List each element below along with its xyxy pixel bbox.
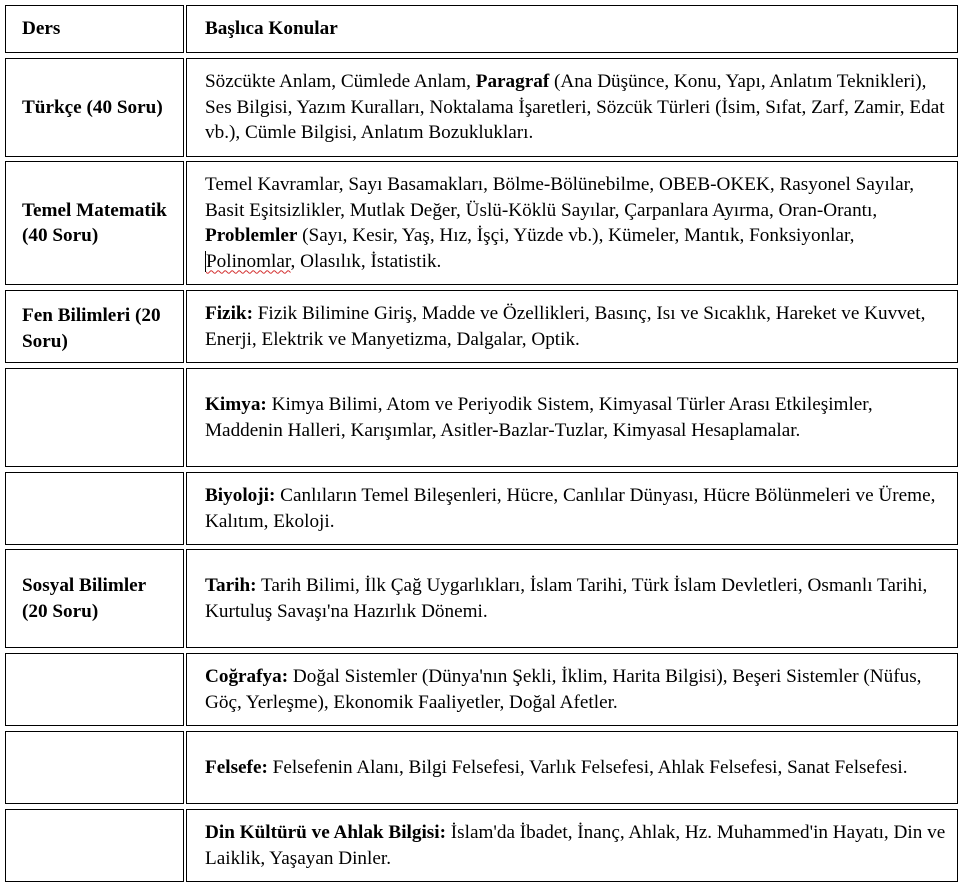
subject-fen-label: Fen Bilimleri (20 Soru): [22, 305, 161, 352]
topics-din-text: Din Kültürü ve Ahlak Bilgisi: İslam'da İbadet, İnanç, Ahlak, Hz. Muhammed'in Hayatı, Din ve Laiklik, Yaşayan Dinler.: [205, 822, 946, 869]
topics-biyoloji-cell: [186, 472, 958, 545]
empty-cell: [5, 653, 184, 726]
topics-tarih-cell: [186, 549, 958, 648]
subject-turkce-label: Türkçe (40 Soru): [22, 96, 163, 118]
topics-cografya-cell: [186, 653, 958, 726]
subject-matematik-cell: [5, 161, 184, 285]
topics-fizik-cell: [186, 290, 958, 363]
subject-turkce-cell: [5, 58, 184, 157]
subject-fen-cell: [5, 290, 184, 363]
topics-fizik-text: Fizik: Fizik Bilimine Giriş, Madde ve Özellikleri, Basınç, Isı ve Sıcaklık, Hareket ve Kuvvet, Enerji, Elektrik ve Manyetizma, Dalgalar, Optik.: [205, 303, 926, 350]
topics-felsefe-cell: [186, 731, 958, 804]
topics-biyoloji-text: Biyoloji: Canlıların Temel Bileşenleri, Hücre, Canlılar Dünyası, Hücre Bölünmeleri ve Üreme, Kalıtım, Ekoloji.: [205, 485, 936, 532]
topics-turkce-text: Sözcükte Anlam, Cümlede Anlam, Paragraf (Ana Düşünce, Konu, Yapı, Anlatım Teknikleri), Ses Bilgisi, Yazım Kuralları, Noktalama İşaretleri, Sözcük Türleri (İsim, Sıfat, Zarf, Zamir, Edat vb.), Cümle Bilgisi, Anlatım Bozuklukları.: [205, 71, 945, 144]
topics-felsefe-text: Felsefe: Felsefenin Alanı, Bilgi Felsefesi, Varlık Felsefesi, Ahlak Felsefesi, Sanat Felsefesi.: [205, 756, 908, 778]
empty-cell: [5, 731, 184, 804]
topics-cografya-text: Coğrafya: Doğal Sistemler (Dünya'nın Şekli, İklim, Harita Bilgisi), Beşeri Sistemler (Nüfus, Göç, Yerleşme), Ekonomik Faaliyetler, Doğal Afetler.: [205, 666, 922, 713]
topics-turkce-cell: [186, 58, 958, 157]
empty-cell: [5, 472, 184, 545]
header-ders-label: Ders: [22, 18, 61, 40]
topics-matematik-cell: [186, 161, 958, 285]
subject-sosyal-cell: [5, 549, 184, 648]
topics-din-cell: [186, 809, 958, 882]
subject-matematik-label: Temel Matematik (40 Soru): [22, 199, 167, 246]
topics-kimya-text: Kimya: Kimya Bilimi, Atom ve Periyodik Sistem, Kimyasal Türler Arası Etkileşimler, Maddenin Halleri, Karışımlar, Asitler-Bazlar-Tuzlar, Kimyasal Hesaplamalar.: [205, 394, 873, 441]
subject-sosyal-label: Sosyal Bilimler (20 Soru): [22, 575, 146, 622]
topics-tarih-text: Tarih: Tarih Bilimi, İlk Çağ Uygarlıkları, İslam Tarihi, Türk İslam Devletleri, Osmanlı Tarihi, Kurtuluş Savaşı'na Hazırlık Dönemi.: [205, 575, 928, 622]
header-konular-label: Başlıca Konular: [205, 18, 338, 40]
header-ders-cell: [5, 5, 184, 53]
empty-cell: [5, 368, 184, 467]
topics-matematik-text: Temel Kavramlar, Sayı Basamakları, Bölme-Bölünebilme, OBEB-OKEK, Rasyonel Sayılar, Basit Eşitsizlikler, Mutlak Değer, Üslü-Köklü Sayılar, Çarpanlara Ayırma, Oran-Orantı, Problemler (Sayı, Kesir, Yaş, Hız, İşçi, Yüzde vb.), Kümeler, Mantık, Fonksiyonlar, Polinomlar, Olasılık, İstatistik.: [205, 174, 915, 272]
spellcheck-underline: Polinomlar: [206, 250, 291, 272]
empty-cell: [5, 809, 184, 882]
header-konular-cell: [186, 5, 958, 53]
topics-kimya-cell: [186, 368, 958, 467]
